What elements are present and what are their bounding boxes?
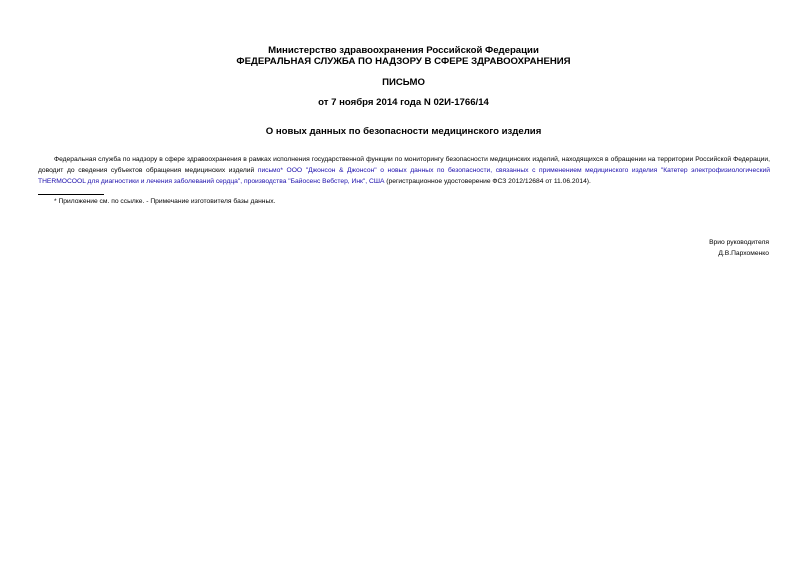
- signer-position: Врио руководителя: [709, 239, 769, 246]
- footnote: * Приложение см. по ссылке. - Примечание изготовителя базы данных.: [54, 198, 276, 205]
- body-text-after-link: (регистрационное удостоверение ФСЗ 2012/12684 от 11.06.2014).: [384, 177, 591, 185]
- footnote-divider: [38, 194, 104, 195]
- document-type: ПИСЬМО: [382, 77, 425, 88]
- document-header: [0, 45, 807, 67]
- document-date-number: от 7 ноября 2014 года N 02И-1766/14: [318, 97, 489, 108]
- ministry-name: Министерство здравоохранения Российской Федерации: [268, 45, 539, 56]
- signer-name: Д.В.Пархоменко: [718, 249, 769, 257]
- service-name: ФЕДЕРАЛЬНАЯ СЛУЖБА ПО НАДЗОРУ В СФЕРЕ ЗДРАВООХРАНЕНИЯ: [236, 56, 571, 67]
- document-subject: О новых данных по безопасности медицинского изделия: [265, 126, 542, 137]
- body-text-before-link: Федеральная служба по надзору в сфере здравоохранения в рамках исполнения государственной функции по мониторингу безопасности медицинских изделий, находящихся в обращении на территории Российской Федерации, доводит до сведения субъектов обращения медицинских изделий: [38, 156, 770, 174]
- letter-link[interactable]: письмо* ООО "Джонсон & Джонсон" о новых данных по безопасности, связанных с применением медицинского изделия "Катетер электрофизиологический THERMOCOOL для диагностики и лечения заболеваний сердца", производства "Байосенс Вебстер, Инк", США: [38, 166, 770, 185]
- signature-block: [709, 238, 769, 259]
- body-paragraph: [38, 155, 770, 187]
